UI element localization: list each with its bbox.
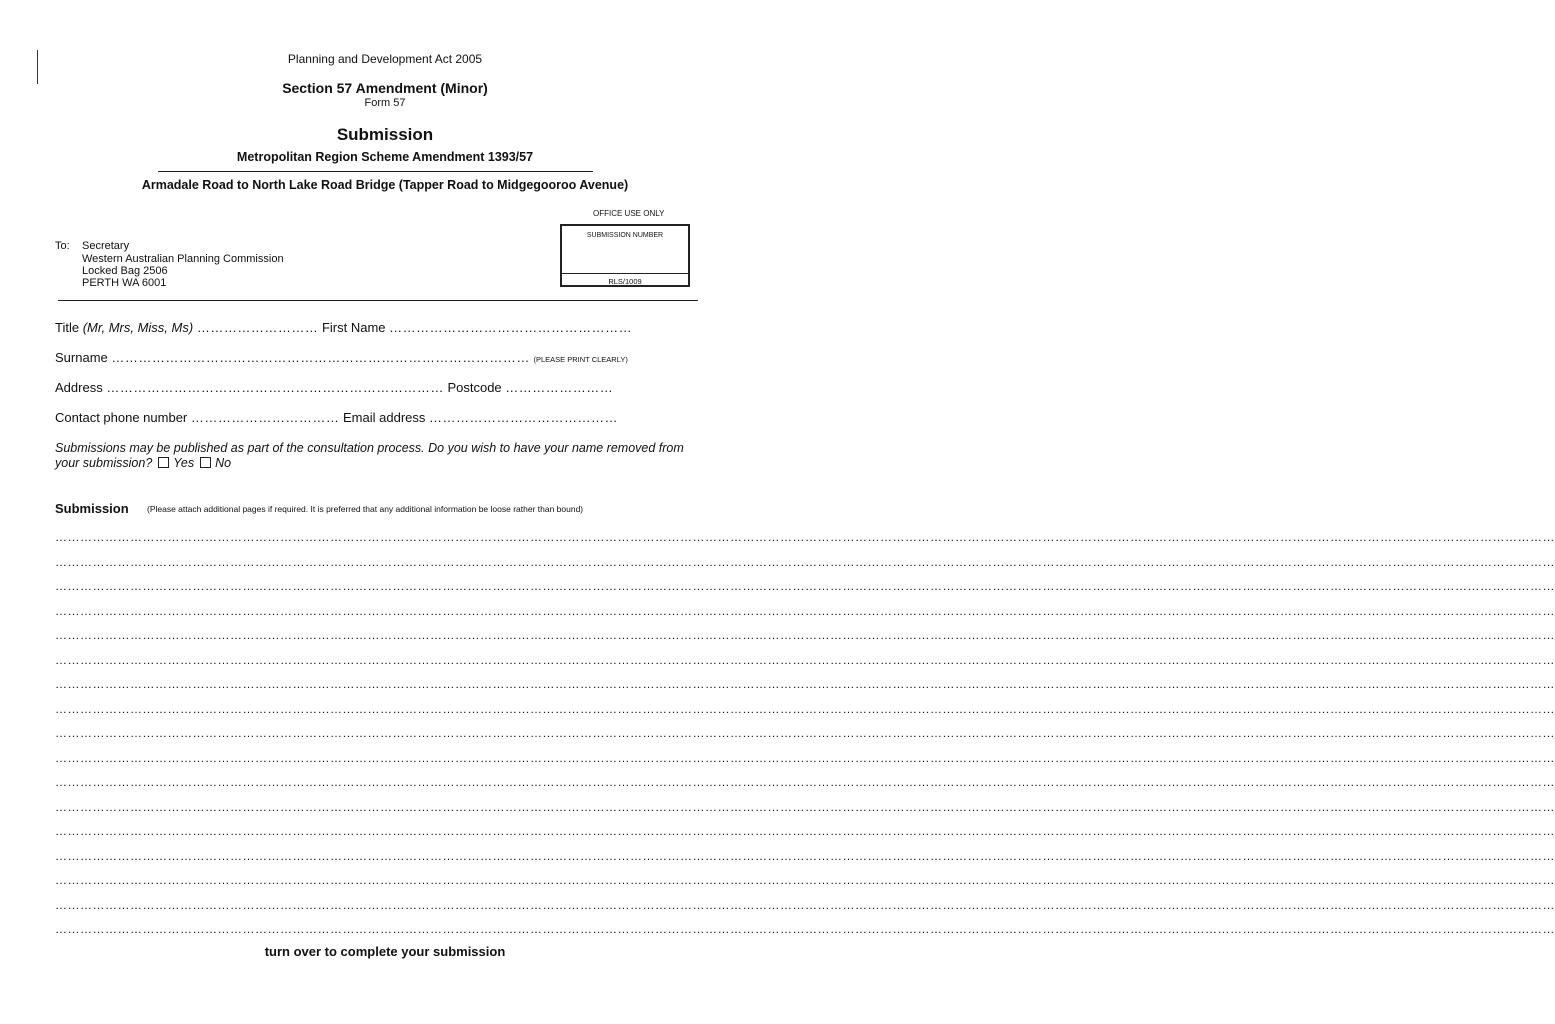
first-name-label: First Name [321, 320, 386, 335]
form-number: Form 57 [364, 97, 406, 109]
office-use-label: OFFICE USE ONLY [593, 209, 665, 218]
road-subtitle: Armadale Road to North Lake Road Bridge (Tapper Road to Midgegooroo Avenue) [141, 178, 629, 192]
yes-label: Yes [173, 456, 195, 470]
publish-question-text: Submissions may be published as part of the consultation process. Do you wish to have your name removed from your submission? [55, 441, 684, 470]
divider [158, 171, 593, 172]
no-checkbox[interactable] [200, 457, 211, 468]
submission-line[interactable]: ……………………………………………………………………………………………………………………………………………………………………………………………………………………………………………………………………………………………………………………………… [55, 554, 1555, 569]
submission-number-box [560, 224, 690, 287]
amendment-title: Metropolitan Region Scheme Amendment 1393/57 [236, 150, 534, 164]
phone-field[interactable]: …………………………… [190, 410, 340, 425]
act-title: Planning and Development Act 2005 [287, 52, 483, 66]
address-row [55, 380, 700, 395]
submission-line[interactable]: ……………………………………………………………………………………………………………………………………………………………………………………………………………………………………………………………………………………………………………………………… [55, 701, 1555, 716]
address-label: Address [55, 380, 103, 395]
office-code: RLS/1009 [608, 277, 642, 286]
submission-line[interactable]: ……………………………………………………………………………………………………………………………………………………………………………………………………………………………………………………………………………………………………………………………… [55, 799, 1555, 814]
address-line: Western Australian Planning Commission [82, 253, 284, 265]
title-field[interactable]: ……………………… [196, 320, 319, 335]
surname-row [55, 350, 700, 365]
submission-line[interactable]: ……………………………………………………………………………………………………………………………………………………………………………………………………………………………………………………………………………………………………………………………… [55, 897, 1555, 912]
address-line: Secretary [82, 240, 130, 252]
submission-line[interactable]: ……………………………………………………………………………………………………………………………………………………………………………………………………………………………………………………………………………………………………………………………… [55, 530, 1555, 544]
submission-line[interactable]: ……………………………………………………………………………………………………………………………………………………………………………………………………………………………………………………………………………………………………………………………… [55, 922, 1555, 936]
surname-field[interactable]: ………………………………………………………………………………… [111, 350, 530, 365]
submission-line[interactable]: ……………………………………………………………………………………………………………………………………………………………………………………………………………………………………………………………………………………………………………………………… [55, 579, 1555, 593]
email-field[interactable]: …………………………………… [429, 410, 619, 425]
submission-line[interactable]: ……………………………………………………………………………………………………………………………………………………………………………………………………………………………………………………………………………………………………………………………… [55, 824, 1555, 838]
yes-checkbox[interactable] [158, 457, 169, 468]
title-label: Title [55, 320, 80, 335]
title-options: (Mr, Mrs, Miss, Ms) [82, 320, 194, 335]
postcode-label: Postcode [447, 380, 502, 395]
box-divider [562, 273, 688, 274]
submission-line[interactable]: ……………………………………………………………………………………………………………………………………………………………………………………………………………………………………………………………………………………………………………………………… [55, 775, 1555, 789]
submission-number-label: SUBMISSION NUMBER [586, 232, 664, 239]
submission-line[interactable]: ……………………………………………………………………………………………………………………………………………………………………………………………………………………………………………………………………………………………………………………………… [55, 652, 1555, 667]
email-label: Email address [343, 410, 426, 425]
contact-row [55, 410, 700, 425]
submission-line[interactable]: ……………………………………………………………………………………………………………………………………………………………………………………………………………………………………………………………………………………………………………………………… [55, 750, 1555, 765]
section-title: Section 57 Amendment (Minor) [282, 80, 488, 96]
turn-over-note: turn over to complete your submission [264, 944, 506, 959]
submission-line[interactable]: ……………………………………………………………………………………………………………………………………………………………………………………………………………………………………………………………………………………………………………………………… [55, 726, 1555, 740]
print-clearly-note: (PLEASE PRINT CLEARLY) [533, 355, 628, 364]
no-label: No [215, 456, 232, 470]
submission-line[interactable]: ……………………………………………………………………………………………………………………………………………………………………………………………………………………………………………………………………………………………………………………………… [55, 873, 1555, 887]
publish-question [55, 441, 705, 471]
address-to-label: To: [55, 240, 70, 252]
submission-note: (Please attach additional pages if required. It is preferred that any additional information be loose rather than bound) [147, 504, 584, 514]
name-row [55, 320, 700, 335]
address-line: PERTH WA 6001 [82, 277, 167, 289]
phone-label: Contact phone number [55, 410, 188, 425]
address-field[interactable]: ………………………………………………………………… [106, 380, 444, 395]
submission-line[interactable]: ……………………………………………………………………………………………………………………………………………………………………………………………………………………………………………………………………………………………………………………………… [55, 848, 1555, 863]
submission-heading: Submission [55, 501, 129, 516]
page-title: Submission [336, 125, 434, 144]
submission-line[interactable]: ……………………………………………………………………………………………………………………………………………………………………………………………………………………………………………………………………………………………………………………………… [55, 677, 1555, 691]
postcode-field[interactable]: …………………… [505, 380, 614, 395]
divider [58, 300, 698, 301]
submission-line[interactable]: ……………………………………………………………………………………………………………………………………………………………………………………………………………………………………………………………………………………………………………………………… [55, 603, 1555, 618]
first-name-field[interactable]: ……………………………………………… [389, 320, 633, 335]
submission-line[interactable]: ……………………………………………………………………………………………………………………………………………………………………………………………………………………………………………………………………………………………………………………………… [55, 628, 1555, 642]
address-line: Locked Bag 2506 [82, 265, 168, 277]
surname-label: Surname [55, 350, 108, 365]
